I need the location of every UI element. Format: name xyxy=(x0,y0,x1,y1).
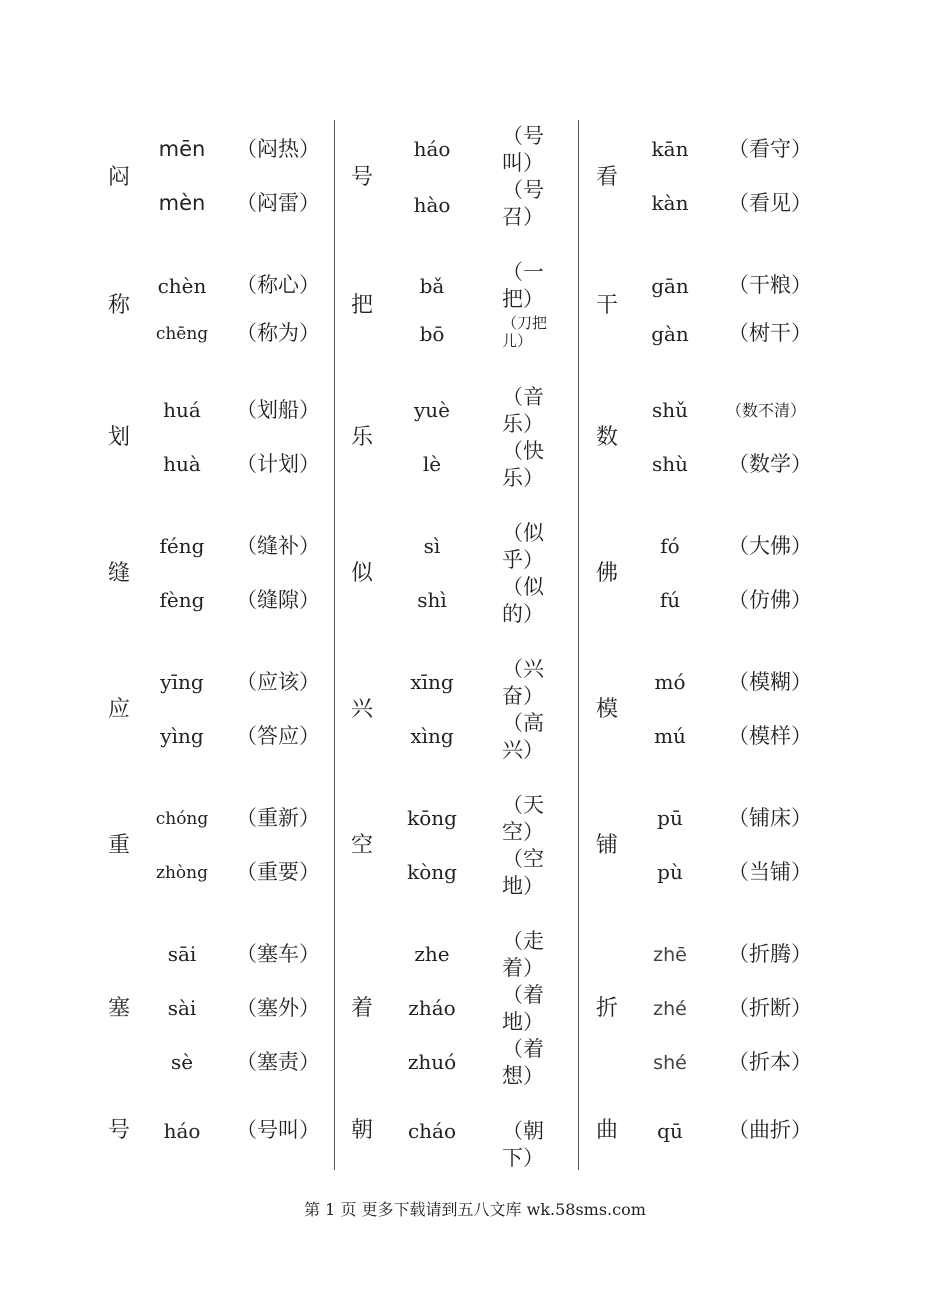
example-word: （塞车） xyxy=(236,942,320,966)
polyphone-character: 把 xyxy=(350,293,373,318)
pinyin: huà xyxy=(163,452,201,476)
example-word: （着想） xyxy=(502,1037,544,1088)
pinyin: shǔ xyxy=(651,398,689,422)
pinyin: zhé xyxy=(653,998,687,1020)
example-word: （似的） xyxy=(502,575,544,626)
pinyin: sài xyxy=(167,996,197,1020)
example-word: （划船） xyxy=(236,398,320,422)
pinyin: zhuó xyxy=(407,1050,457,1074)
pinyin: bō xyxy=(419,322,445,346)
page-footer: 第 1 页 更多下载请到五八文库 wk.58sms.com xyxy=(304,1200,646,1219)
example-word: （缝隙） xyxy=(236,588,320,612)
example-word: （应该） xyxy=(236,670,320,694)
example-word: （数学） xyxy=(728,452,812,476)
example-word: （重新） xyxy=(236,806,320,830)
pinyin: fó xyxy=(660,534,680,558)
polyphone-character: 朝 xyxy=(350,1118,373,1143)
column-divider xyxy=(334,120,335,1170)
example-word: （看守） xyxy=(728,137,812,161)
example-word: （一把） xyxy=(502,260,544,311)
pinyin: fèng xyxy=(159,588,205,612)
example-word: （着地） xyxy=(502,983,544,1034)
pinyin: háo xyxy=(413,137,451,161)
pinyin: gān xyxy=(651,274,689,298)
example-word: （号叫） xyxy=(502,124,544,175)
pinyin: zhe xyxy=(414,942,450,966)
pinyin: mèn xyxy=(158,191,206,215)
example-word: （刀把儿） xyxy=(502,314,548,350)
polyphone-character: 乐 xyxy=(350,425,373,450)
pinyin: mēn xyxy=(158,137,206,161)
example-word: （铺床） xyxy=(728,806,812,830)
pinyin: mú xyxy=(654,724,686,748)
example-word: （塞责） xyxy=(236,1050,320,1074)
pinyin: pù xyxy=(657,860,683,884)
polyphone-character: 兴 xyxy=(350,697,373,722)
example-word: （仿佛） xyxy=(728,588,812,612)
pinyin: háo xyxy=(163,1119,201,1143)
example-word: （折腾） xyxy=(728,942,812,966)
polyphone-character: 称 xyxy=(107,293,130,318)
polyphone-character: 塞 xyxy=(107,996,130,1021)
example-word: （称为） xyxy=(236,321,320,345)
pinyin: chèn xyxy=(157,274,207,298)
example-word: （号叫） xyxy=(236,1118,320,1142)
example-word: （缝补） xyxy=(236,534,320,558)
pinyin: huá xyxy=(163,398,201,422)
polyphone-character: 干 xyxy=(595,293,618,318)
pinyin: kàn xyxy=(651,191,689,215)
pinyin: qū xyxy=(657,1119,683,1143)
example-word: （树干） xyxy=(728,321,812,345)
pinyin: mó xyxy=(654,670,686,694)
pinyin: chóng xyxy=(155,809,209,829)
polyphone-character: 空 xyxy=(350,833,373,858)
example-word: （似乎） xyxy=(502,521,544,572)
example-word: （天空） xyxy=(502,793,544,844)
example-word: （称心） xyxy=(236,273,320,297)
pinyin: chēng xyxy=(155,324,209,344)
pinyin: yuè xyxy=(413,398,450,422)
column-divider xyxy=(578,120,579,1170)
pinyin: kòng xyxy=(407,860,457,884)
polyphone-character: 应 xyxy=(107,697,130,722)
polyphone-character: 重 xyxy=(107,833,130,858)
example-word: （闷雷） xyxy=(236,191,320,215)
example-word: （重要） xyxy=(236,860,320,884)
pinyin: kān xyxy=(651,137,689,161)
pinyin: féng xyxy=(159,534,205,558)
polyphone-character: 佛 xyxy=(595,561,618,586)
pinyin: zhē xyxy=(653,944,687,966)
example-word: （折本） xyxy=(728,1050,812,1074)
example-word: （快乐） xyxy=(502,439,544,490)
polyphone-character: 数 xyxy=(595,425,618,450)
pinyin: gàn xyxy=(651,322,689,346)
example-word: （空地） xyxy=(502,847,544,898)
pinyin: lè xyxy=(422,452,442,476)
example-word: （答应） xyxy=(236,724,320,748)
example-word: （高兴） xyxy=(502,711,544,762)
pinyin: zháo xyxy=(408,996,456,1020)
polyphone-character: 号 xyxy=(350,165,373,190)
example-word: （大佛） xyxy=(728,534,812,558)
example-word: （模样） xyxy=(728,724,812,748)
polyphone-character: 划 xyxy=(107,425,130,450)
pinyin: pū xyxy=(657,806,683,830)
polyphone-character: 折 xyxy=(595,996,618,1021)
example-word: （闷热） xyxy=(236,137,320,161)
pinyin: fú xyxy=(659,588,681,612)
example-word: （干粮） xyxy=(728,273,812,297)
polyphone-character: 着 xyxy=(350,996,373,1021)
pinyin: sè xyxy=(170,1050,194,1074)
polyphone-character: 铺 xyxy=(595,833,618,858)
polyphone-character: 曲 xyxy=(595,1118,618,1143)
pinyin: cháo xyxy=(407,1119,457,1143)
pinyin: bǎ xyxy=(419,274,445,298)
example-word: （数不清） xyxy=(726,401,807,420)
example-word: （塞外） xyxy=(236,996,320,1020)
example-word: （计划） xyxy=(236,452,320,476)
pinyin: kōng xyxy=(407,806,457,830)
polyphone-character: 闷 xyxy=(107,165,130,190)
pinyin: sì xyxy=(423,534,441,558)
polyphone-character: 看 xyxy=(595,165,618,190)
example-word: （当铺） xyxy=(728,860,812,884)
example-word: （折断） xyxy=(728,996,812,1020)
pinyin: shì xyxy=(417,588,447,612)
pinyin: hào xyxy=(413,193,451,217)
example-word: （音乐） xyxy=(502,385,544,436)
example-word: （兴奋） xyxy=(502,657,544,708)
polyphone-character: 号 xyxy=(107,1118,130,1143)
example-word: （朝下） xyxy=(502,1119,544,1170)
pinyin: shé xyxy=(653,1052,687,1074)
example-word: （看见） xyxy=(728,191,812,215)
example-word: （走着） xyxy=(502,929,544,980)
pinyin: xīng xyxy=(410,670,454,694)
pinyin: zhòng xyxy=(156,863,208,883)
pinyin: sāi xyxy=(167,942,197,966)
pinyin: xìng xyxy=(410,724,454,748)
example-word: （曲折） xyxy=(728,1118,812,1142)
polyphone-character: 模 xyxy=(595,697,618,722)
pinyin: yìng xyxy=(160,724,204,748)
example-word: （号召） xyxy=(502,178,544,229)
polyphone-character: 似 xyxy=(350,561,373,586)
polyphone-character: 缝 xyxy=(107,561,130,586)
pinyin: yīng xyxy=(160,670,204,694)
pinyin: shù xyxy=(651,452,689,476)
example-word: （模糊） xyxy=(728,670,812,694)
